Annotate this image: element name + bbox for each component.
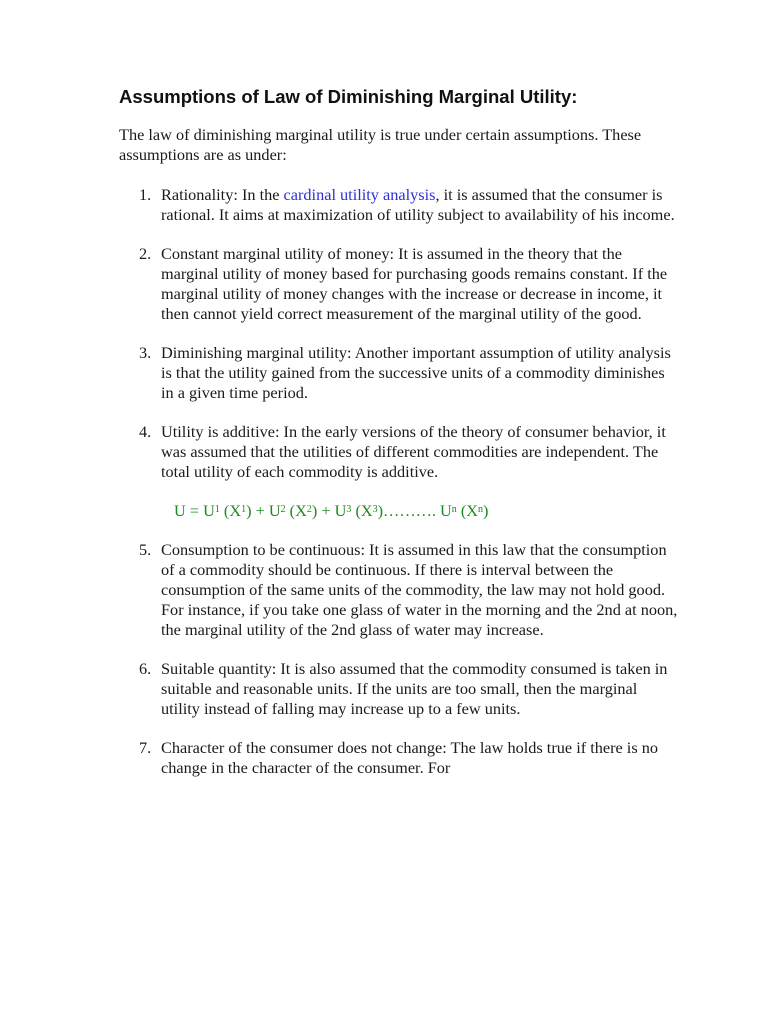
list-item-suitable-quantity — [119, 659, 679, 719]
assumptions-list — [119, 185, 679, 797]
list-item-number: 4. — [139, 422, 152, 441]
list-item-number: 6. — [139, 659, 152, 678]
additive-utility-formula: $U = U^1$ $(X^1) + U^2$ $(X^2) + U^3$ $(X^3)\dots\dots\dots$. $U^n$ $(X^n)$ — [174, 501, 489, 520]
list-item-number: 5. — [139, 540, 152, 559]
list-item-diminishing-marginal-utility — [119, 343, 679, 403]
list-item-text: Suitable quantity: It is also assumed that the commodity consumed is taken in suitable and reasonable units. If the units are too small, then the marginal utility instead of falling may increase up to a few units. — [161, 659, 668, 718]
list-item-consumption-continuous — [119, 540, 679, 640]
list-item-character-of-consumer — [119, 738, 679, 778]
list-item-text: Utility is additive: In the early versions of the theory of consumer behavior, it was assumed that the utilities of different commodities are independent. The total utility of each commodity is additive. — [161, 422, 666, 481]
list-item-utility-is-additive — [119, 422, 679, 521]
list-item-number: 7. — [139, 738, 152, 757]
list-item-text: Constant marginal utility of money: It is assumed in the theory that the marginal utility of money based for purchasing goods remains constant. If the marginal utility of money changes with the increase or decrease in income, it then cannot yield correct measurement of the marginal utility of the good. — [161, 244, 668, 323]
intro-paragraph: The law of diminishing marginal utility is true under certain assumptions. These assumptions are as under: — [119, 125, 642, 164]
list-item-number: 2. — [139, 244, 152, 263]
list-item-text: Character of the consumer does not change: The law holds true if there is no change in the character of the consumer. For — [161, 738, 659, 777]
list-item-text: , it is assumed that the consumer is rational. It aims at maximization of utility subject to availability of his income. — [161, 185, 675, 224]
list-item-rationality — [119, 185, 679, 225]
list-item-number: 1. — [139, 185, 152, 204]
list-item-text: Consumption to be continuous: It is assumed in this law that the consumption of a commodity should be continuous. If there is interval between the consumption of the same units of the commodity, the law may not hold good. For instance, if you take one glass of water in the morning and the 2nd at noon, the marginal utility of the 2nd glass of water may increase. — [161, 540, 678, 639]
list-item-text: Diminishing marginal utility: Another important assumption of utility analysis is that the utility gained from the successive units of a commodity diminishes in a given time period. — [161, 343, 671, 402]
list-item-constant-marginal-utility-of-money — [119, 244, 679, 324]
list-item-text: Rationality: In the — [161, 185, 284, 204]
cardinal-utility-analysis-link[interactable]: cardinal utility analysis — [283, 185, 436, 204]
list-item-number: 3. — [139, 343, 152, 362]
page-title: Assumptions of Law of Diminishing Marginal Utility: — [119, 86, 578, 107]
